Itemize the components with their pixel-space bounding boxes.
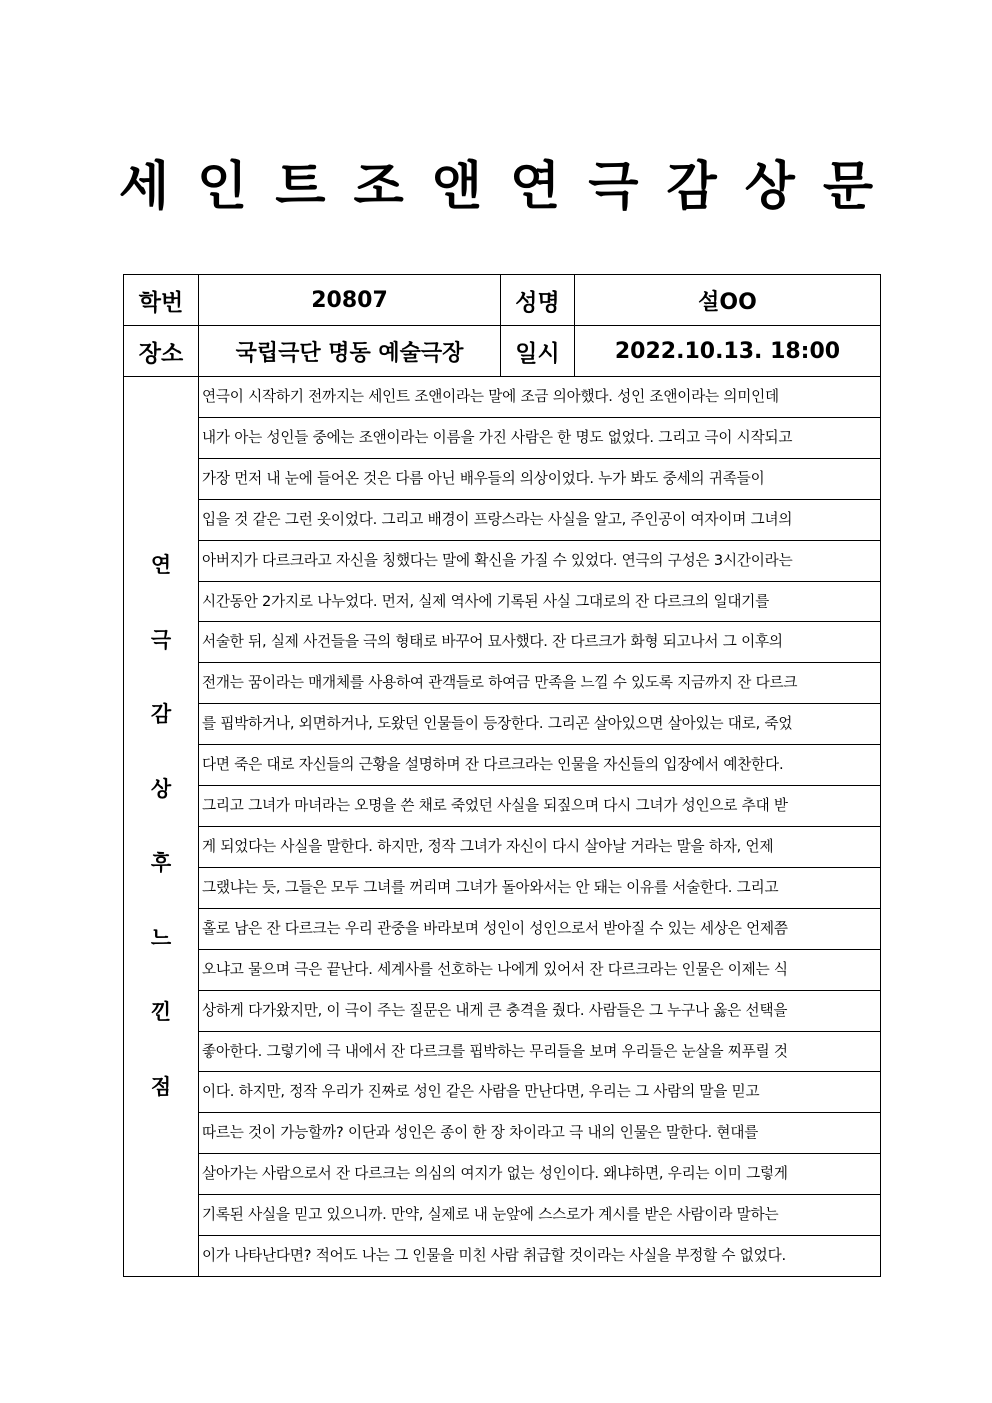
review-form-table — [123, 274, 881, 1277]
body-text-line: 살아가는 사람으로서 잔 다르크는 의심의 여지가 없는 성인이다. 왜냐하면, 우리는 이미 그렇게 — [199, 1154, 881, 1195]
section-label-char: 느 — [150, 925, 172, 950]
body-text-line: 오냐고 물으며 극은 끝난다. 세계사를 선호하는 나에게 있어서 잔 다르크라는 인물은 이제는 식 — [199, 949, 881, 990]
body-text-line: 연극이 시작하기 전까지는 세인트 조앤이라는 말에 조금 의아했다. 성인 조앤이라는 의미인데 — [199, 377, 881, 418]
body-text-line: 따르는 것이 가능할까? 이단과 성인은 종이 한 장 차이라고 극 내의 인물은 말한다. 현대를 — [199, 1113, 881, 1154]
student-id-value: 20807 — [199, 275, 501, 326]
body-text-line: 그랬냐는 듯, 그들은 모두 그녀를 꺼리며 그녀가 돌아와서는 안 돼는 이유를 서술한다. 그리고 — [199, 867, 881, 908]
name-value: 설OO — [575, 275, 881, 326]
body-text-line: 다면 죽은 대로 자신들의 근황을 설명하며 잔 다르크라는 인물을 자신들의 입장에서 예찬한다. — [199, 745, 881, 786]
datetime-value: 2022.10.13. 18:00 — [575, 326, 881, 377]
venue-value: 국립극단 명동 예술극장 — [199, 326, 501, 377]
body-line-row — [124, 826, 881, 867]
body-text-line: 내가 아는 성인들 중에는 조앤이라는 이름을 가진 사람은 한 명도 없었다. 그리고 극이 시작되고 — [199, 417, 881, 458]
page-title: 세인트조앤연극감상문 — [118, 157, 902, 217]
body-line-row — [124, 663, 881, 704]
section-label-char: 연 — [150, 553, 172, 578]
body-line-row — [124, 1072, 881, 1113]
body-text-line: 기록된 사실을 믿고 있으니까. 만약, 실제로 내 눈앞에 스스로가 계시를 받은 사람이라 말하는 — [199, 1195, 881, 1236]
body-line-row — [124, 1113, 881, 1154]
body-line-row — [124, 949, 881, 990]
info-row-venue — [124, 326, 881, 377]
body-line-row — [124, 1195, 881, 1236]
body-text-line: 가장 먼저 내 눈에 들어온 것은 다름 아닌 배우들의 의상이었다. 누가 봐도 중세의 귀족들이 — [199, 458, 881, 499]
body-line-row — [124, 786, 881, 827]
body-line-row — [124, 581, 881, 622]
section-label-char: 감 — [150, 702, 172, 727]
body-text-line: 시간동안 2가지로 나누었다. 먼저, 실제 역사에 기록된 사실 그대로의 잔 다르크의 일대기를 — [199, 581, 881, 622]
name-label: 성명 — [501, 275, 575, 326]
body-line-row — [124, 1031, 881, 1072]
body-line-row — [124, 540, 881, 581]
body-text-line: 상하게 다가왔지만, 이 극이 주는 질문은 내게 큰 충격을 줬다. 사람들은 그 누구나 옳은 선택을 — [199, 990, 881, 1031]
body-line-row — [124, 908, 881, 949]
body-line-row — [124, 1154, 881, 1195]
section-label-char: 점 — [150, 1074, 172, 1099]
body-text-line: 이가 나타난다면? 적어도 나는 그 인물을 미친 사람 취급할 것이라는 사실을 부정할 수 없었다. — [199, 1236, 881, 1277]
student-id-label: 학번 — [124, 275, 199, 326]
info-row-student — [124, 275, 881, 326]
body-text-line: 이다. 하지만, 정작 우리가 진짜로 성인 같은 사람을 만난다면, 우리는 그 사람의 말을 믿고 — [199, 1072, 881, 1113]
section-label-char: 극 — [150, 627, 172, 652]
body-text-line: 홀로 남은 잔 다르크는 우리 관중을 바라보며 성인이 성인으로서 받아질 수 있는 세상은 언제쯤 — [199, 908, 881, 949]
body-text-line: 전개는 꿈이라는 매개체를 사용하여 관객들로 하여금 만족을 느낄 수 있도록 지금까지 잔 다르크 — [199, 663, 881, 704]
body-line-row — [124, 377, 881, 418]
body-line-row — [124, 704, 881, 745]
venue-label: 장소 — [124, 326, 199, 377]
body-line-row — [124, 745, 881, 786]
body-text-line: 아버지가 다르크라고 자신을 칭했다는 말에 확신을 가질 수 있었다. 연극의 구성은 3시간이라는 — [199, 540, 881, 581]
section-label-char: 낀 — [150, 1000, 172, 1025]
body-line-row — [124, 458, 881, 499]
body-text-line: 를 핍박하거나, 외면하거나, 도왔던 인물들이 등장한다. 그리곤 살아있으면 살아있는 대로, 죽었 — [199, 704, 881, 745]
body-line-row — [124, 622, 881, 663]
body-text-line: 게 되었다는 사실을 말한다. 하지만, 정작 그녀가 자신이 다시 살아날 거라는 말을 하자, 언제 — [199, 826, 881, 867]
body-line-row — [124, 1236, 881, 1277]
body-text-line: 좋아한다. 그렇기에 극 내에서 잔 다르크를 핍박하는 무리들을 보며 우리들은 눈살을 찌푸릴 것 — [199, 1031, 881, 1072]
body-text-line: 입을 것 같은 그런 옷이었다. 그리고 배경이 프랑스라는 사실을 알고, 주인공이 여자이며 그녀의 — [199, 499, 881, 540]
body-text-line: 서술한 뒤, 실제 사건들을 극의 형태로 바꾸어 묘사했다. 잔 다르크가 화형 되고나서 그 이후의 — [199, 622, 881, 663]
body-line-row — [124, 499, 881, 540]
body-line-row — [124, 867, 881, 908]
section-label-char: 상 — [150, 776, 172, 801]
section-label-char: 후 — [150, 851, 172, 876]
datetime-label: 일시 — [501, 326, 575, 377]
body-line-row — [124, 990, 881, 1031]
section-label-impressions — [124, 377, 199, 1277]
body-text-line: 그리고 그녀가 마녀라는 오명을 쓴 채로 죽었던 사실을 되짚으며 다시 그녀가 성인으로 추대 받 — [199, 786, 881, 827]
body-line-row — [124, 417, 881, 458]
